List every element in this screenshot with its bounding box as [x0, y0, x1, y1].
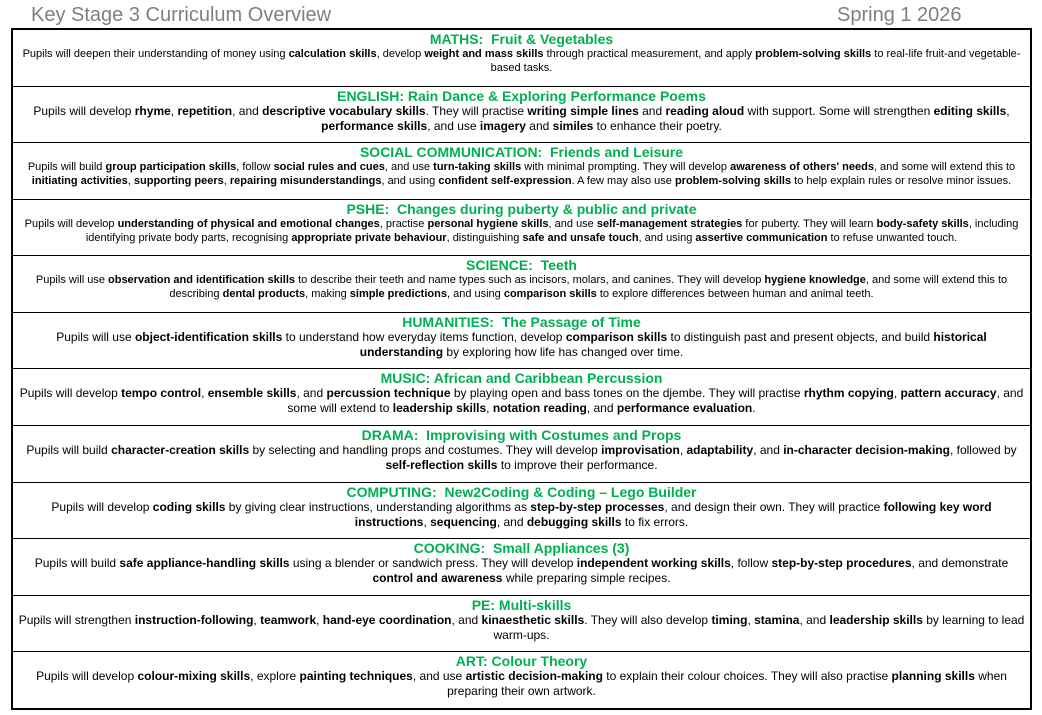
skill-highlight: instruction-following	[134, 612, 254, 627]
subject-row	[13, 255, 1030, 312]
skill-highlight: planning skills	[891, 669, 975, 684]
description-text: . They will also develop	[584, 612, 712, 627]
skill-highlight: group participation skills	[105, 161, 237, 174]
skill-highlight: social rules and cues	[273, 161, 385, 174]
description-text: ,	[201, 386, 208, 401]
skill-highlight: independent working skills	[576, 556, 731, 571]
skill-highlight: self-management strategies	[596, 217, 743, 230]
skill-highlight: kinaesthetic skills	[481, 612, 585, 627]
subject-row	[13, 482, 1030, 539]
description-text: . They will practise	[425, 103, 528, 118]
skill-highlight: leadership skills	[392, 401, 487, 416]
description-text: to describe their teeth and name types such as incisors, molars, and canines. They will develop	[295, 274, 765, 287]
skill-highlight: appropriate private behaviour	[291, 231, 447, 244]
description-text: to explain their colour choices. They will also practise	[602, 669, 892, 684]
skill-highlight: calculation skills	[288, 48, 377, 60]
subject-row	[13, 199, 1030, 256]
skill-highlight: in-character decision-making	[783, 443, 950, 458]
description-text: , explore	[250, 669, 300, 684]
description-text: to refuse unwanted touch.	[827, 231, 958, 244]
subject-description	[17, 556, 1026, 586]
skill-highlight: performance evaluation	[616, 401, 753, 416]
skill-highlight: supporting peers	[133, 175, 224, 188]
skill-highlight: character-creation skills	[111, 443, 250, 458]
description-text: by playing open and bass tones on the djembe. They will practise	[450, 386, 804, 401]
description-text: , and some will extend this to	[873, 161, 1016, 174]
description-text: with minimal prompting. They will develop	[521, 161, 731, 174]
description-text: ,	[1006, 103, 1010, 118]
subject-description	[17, 669, 1026, 699]
skill-highlight: safe and unsafe touch	[522, 231, 639, 244]
description-text: , and	[451, 612, 482, 627]
curriculum-table	[11, 28, 1032, 710]
page-header	[0, 0, 1042, 30]
description-text: , and some will extend this to describing	[169, 274, 1008, 301]
skill-highlight: timing	[711, 612, 748, 627]
description-text: , and	[799, 612, 830, 627]
skill-highlight: reading aloud	[665, 103, 745, 118]
skill-highlight: percussion technique	[326, 386, 451, 401]
page-title: Key Stage 3 Curriculum Overview	[31, 4, 332, 26]
subject-description	[17, 217, 1026, 245]
skill-highlight: self-reflection skills	[385, 458, 498, 473]
description-text: Pupils will build	[26, 443, 112, 458]
skill-highlight: debugging skills	[526, 514, 622, 529]
skill-highlight: tempo control	[121, 386, 202, 401]
description-text: to distinguish past and present objects, and build	[667, 329, 934, 344]
description-text: ,	[679, 443, 687, 458]
description-text: , and using	[381, 175, 439, 188]
description-text: ,	[747, 612, 755, 627]
description-text: , and	[496, 514, 527, 529]
description-text: Pupils will develop	[36, 669, 138, 684]
skill-highlight: observation and identification skills	[108, 274, 296, 287]
description-text: , and some will extend to	[287, 386, 1024, 416]
subject-heading: MATHS: Fruit & Vegetables	[429, 31, 614, 47]
description-text: by exploring how life has changed over time.	[443, 344, 684, 359]
description-text: Pupils will build	[27, 161, 106, 174]
subject-heading: PE: Multi-skills	[471, 596, 572, 613]
skill-highlight: hygiene knowledge	[764, 274, 866, 287]
description-text: .	[752, 401, 756, 416]
subject-heading: PSHE: Changes during puberty & public and private	[346, 200, 697, 217]
skill-highlight: ensemble skills	[207, 386, 297, 401]
description-text: , making	[305, 288, 350, 301]
skill-highlight: writing simple lines	[527, 103, 639, 118]
description-text: to explore differences between human and animal teeth.	[596, 288, 874, 301]
skill-highlight: performance skills	[321, 118, 428, 133]
skill-highlight: stamina	[754, 612, 800, 627]
description-text: , and use	[548, 217, 597, 230]
subject-heading: COMPUTING: New2Coding & Coding – Lego Builder	[346, 483, 697, 500]
description-text: , and using	[446, 288, 504, 301]
description-text: , and	[586, 401, 617, 416]
skill-highlight: repairing misunderstandings	[229, 175, 382, 188]
subject-heading: MUSIC: African and Caribbean Percussion	[380, 370, 663, 387]
description-text: to enhance their poetry.	[593, 118, 722, 133]
skill-highlight: editing skills	[933, 103, 1007, 118]
subject-description	[17, 273, 1026, 301]
skill-highlight: comparison skills	[503, 288, 597, 301]
description-text: through practical measurement, and apply	[543, 48, 756, 60]
description-text: ,	[223, 175, 230, 188]
subject-description	[17, 500, 1026, 530]
description-text: by giving clear instructions, understanding algorithms as	[225, 499, 531, 514]
skill-highlight: pattern accuracy	[900, 386, 997, 401]
description-text: for puberty. They will learn	[742, 217, 877, 230]
description-text: to understand how everyday items function, develop	[282, 329, 566, 344]
description-text: Pupils will deepen their understanding of money using	[22, 48, 289, 60]
skill-highlight: assertive communication	[695, 231, 828, 244]
skill-highlight: step-by-step procedures	[771, 556, 912, 571]
skill-highlight: artistic decision-making	[465, 669, 603, 684]
description-text: , including identifying private body parts, recognising	[85, 217, 1019, 244]
skill-highlight: rhythm copying	[803, 386, 894, 401]
subject-row	[13, 538, 1030, 595]
description-text: Pupils will build	[34, 556, 120, 571]
description-text: by learning to lead warm-ups.	[493, 612, 1025, 642]
skill-highlight: object-identification skills	[134, 329, 283, 344]
subject-description	[17, 443, 1026, 473]
skill-highlight: rhyme	[134, 103, 171, 118]
skill-highlight: understanding of physical and emotional changes	[117, 217, 380, 230]
subject-heading: HUMANITIES: The Passage of Time	[402, 313, 641, 330]
description-text: , follow	[236, 161, 274, 174]
subject-row	[13, 368, 1030, 425]
skill-highlight: repetition	[177, 103, 233, 118]
skill-highlight: problem-solving skills	[674, 175, 792, 188]
subject-heading: ART: Colour Theory	[455, 653, 588, 670]
description-text: , practise	[379, 217, 428, 230]
subject-row	[13, 312, 1030, 369]
description-text: Pupils will develop	[19, 386, 122, 401]
description-text: , and using	[638, 231, 696, 244]
skill-highlight: control and awareness	[372, 571, 503, 586]
description-text: , and demonstrate	[911, 556, 1009, 571]
subject-heading: COOKING: Small Appliances (3)	[413, 540, 630, 557]
skill-highlight: awareness of others' needs	[730, 161, 874, 174]
description-text: , followed by	[949, 443, 1017, 458]
subject-description	[17, 104, 1026, 134]
skill-highlight: simple predictions	[349, 288, 447, 301]
subject-heading: ENGLISH: Rain Dance & Exploring Performance Poems	[337, 87, 706, 104]
description-text: ,	[423, 514, 431, 529]
skill-highlight: weight and mass skills	[424, 48, 544, 60]
skill-highlight: hand-eye coordination	[322, 612, 452, 627]
skill-highlight: notation reading	[492, 401, 587, 416]
skill-highlight: initiating activities	[31, 175, 128, 188]
description-text: ,	[253, 612, 261, 627]
description-text: ,	[893, 386, 901, 401]
skill-highlight: personal hygiene skills	[427, 217, 549, 230]
skill-highlight: sequencing	[430, 514, 497, 529]
skill-highlight: teamwork	[260, 612, 317, 627]
description-text: Pupils will develop	[33, 103, 135, 118]
description-text: , and	[753, 443, 784, 458]
term-label: Spring 1 2026	[837, 4, 962, 26]
description-text: Pupils will develop	[24, 217, 118, 230]
subject-description	[17, 386, 1026, 416]
skill-highlight: historical understanding	[359, 329, 987, 359]
skill-highlight: descriptive vocabulary skills	[262, 103, 426, 118]
subject-description	[17, 330, 1026, 360]
skill-highlight: improvisation	[601, 443, 680, 458]
description-text: , and use	[412, 669, 466, 684]
description-text: to improve their performance.	[497, 458, 658, 473]
description-text: , and	[232, 103, 263, 118]
description-text: and	[525, 118, 553, 133]
description-text: , and	[296, 386, 327, 401]
description-text: , and design their own. They will practice	[664, 499, 884, 514]
description-text: by selecting and handling props and costumes. They will develop	[249, 443, 602, 458]
description-text: using a blender or sandwich press. They will develop	[289, 556, 577, 571]
description-text: ,	[486, 401, 493, 416]
skill-highlight: step-by-step processes	[530, 499, 665, 514]
subject-row	[13, 425, 1030, 482]
skill-highlight: painting techniques	[299, 669, 413, 684]
skill-highlight: colour-mixing skills	[137, 669, 251, 684]
description-text: to real-life fruit-and vegetable-based tasks.	[490, 48, 1021, 74]
description-text: when preparing their own artwork.	[447, 669, 1007, 699]
skill-highlight: confident self-expression	[438, 175, 572, 188]
description-text: . A few may also use	[571, 175, 675, 188]
subject-row	[13, 651, 1030, 708]
description-text: , follow	[730, 556, 772, 571]
description-text: , distinguishing	[446, 231, 523, 244]
skill-highlight: similes	[552, 118, 594, 133]
subject-heading: SOCIAL COMMUNICATION: Friends and Leisure	[359, 144, 684, 161]
description-text: Pupils will use	[35, 274, 108, 287]
subject-heading: DRAMA: Improvising with Costumes and Props	[361, 427, 682, 444]
description-text: with support. Some will strengthen	[744, 103, 934, 118]
description-text: ,	[127, 175, 134, 188]
skill-highlight: following key word instructions	[354, 499, 992, 529]
skill-highlight: imagery	[479, 118, 526, 133]
description-text: , develop	[376, 48, 425, 60]
skill-highlight: leadership skills	[829, 612, 923, 627]
skill-highlight: turn-taking skills	[433, 161, 522, 174]
skill-highlight: adaptability	[686, 443, 754, 458]
subject-row	[13, 30, 1030, 86]
skill-highlight: safe appliance-handling skills	[119, 556, 290, 571]
subject-heading: SCIENCE: Teeth	[466, 257, 577, 274]
description-text: ,	[316, 612, 323, 627]
skill-highlight: problem-solving skills	[755, 48, 872, 60]
description-text: to fix errors.	[621, 514, 689, 529]
description-text: ,	[170, 103, 178, 118]
skill-highlight: comparison skills	[565, 329, 668, 344]
description-text: Pupils will use	[56, 329, 135, 344]
description-text: Pupils will strengthen	[18, 612, 135, 627]
description-text: while preparing simple recipes.	[502, 571, 671, 586]
subject-description	[17, 613, 1026, 643]
skill-highlight: dental products	[222, 288, 306, 301]
subject-description	[17, 160, 1026, 188]
skill-highlight: coding skills	[152, 499, 226, 514]
description-text: to help explain rules or resolve minor issues.	[791, 175, 1012, 188]
description-text: , and use	[427, 118, 480, 133]
subject-row	[13, 142, 1030, 199]
subject-row	[13, 595, 1030, 652]
description-text: Pupils will develop	[51, 499, 153, 514]
subject-row	[13, 86, 1030, 143]
description-text: , and use	[384, 161, 434, 174]
description-text: and	[638, 103, 666, 118]
subject-description	[17, 47, 1026, 75]
skill-highlight: body-safety skills	[876, 217, 969, 230]
